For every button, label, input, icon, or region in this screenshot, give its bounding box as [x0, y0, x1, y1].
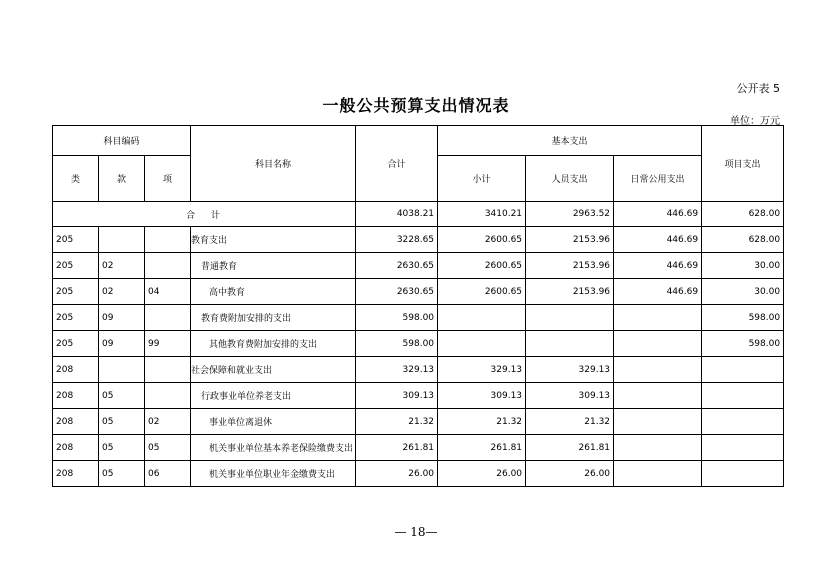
- xiang-cell: [145, 383, 191, 409]
- subtotal-cell: 3410.21: [438, 202, 526, 227]
- kuan-cell: 02: [99, 253, 145, 279]
- daily-cell: 446.69: [614, 279, 702, 305]
- lei-cell: 208: [53, 409, 99, 435]
- table-row: [53, 357, 784, 383]
- daily-cell: [614, 461, 702, 487]
- subtotal-cell: 26.00: [438, 461, 526, 487]
- kuan-cell: 09: [99, 331, 145, 357]
- subtotal-cell: 329.13: [438, 357, 526, 383]
- lei-cell: 208: [53, 435, 99, 461]
- subject-name-cell: 教育支出: [191, 227, 356, 253]
- kuan-cell: 05: [99, 409, 145, 435]
- xiang-cell: 02: [145, 409, 191, 435]
- total-cell: 261.81: [356, 435, 438, 461]
- header-basic: 基本支出: [438, 126, 702, 156]
- subject-name-cell: 社会保障和就业支出: [191, 357, 356, 383]
- project-cell: [702, 461, 784, 487]
- subject-name-cell: 事业单位离退休: [191, 409, 356, 435]
- total-cell: 329.13: [356, 357, 438, 383]
- table-row: [53, 409, 784, 435]
- table-row: [53, 435, 784, 461]
- table-row: [53, 331, 784, 357]
- table-body: [53, 202, 784, 487]
- daily-cell: [614, 331, 702, 357]
- project-cell: 628.00: [702, 227, 784, 253]
- project-cell: [702, 435, 784, 461]
- personnel-cell: 261.81: [526, 435, 614, 461]
- total-cell: 598.00: [356, 331, 438, 357]
- header-personnel: 人员支出: [526, 156, 614, 202]
- subtotal-cell: 2600.65: [438, 279, 526, 305]
- project-cell: 598.00: [702, 331, 784, 357]
- budget-table: [52, 125, 784, 487]
- lei-cell: 208: [53, 383, 99, 409]
- total-cell: 26.00: [356, 461, 438, 487]
- table-tag: 公开表 5: [736, 82, 780, 95]
- personnel-cell: [526, 331, 614, 357]
- project-cell: 628.00: [702, 202, 784, 227]
- project-cell: [702, 357, 784, 383]
- kuan-cell: 05: [99, 435, 145, 461]
- personnel-cell: [526, 305, 614, 331]
- header-total: 合计: [356, 126, 438, 202]
- total-label: [53, 202, 356, 227]
- total-row: [53, 202, 784, 227]
- daily-cell: [614, 305, 702, 331]
- table-row: [53, 305, 784, 331]
- subject-name-cell: 其他教育费附加安排的支出: [191, 331, 356, 357]
- xiang-cell: [145, 357, 191, 383]
- subtotal-cell: 2600.65: [438, 227, 526, 253]
- kuan-cell: [99, 227, 145, 253]
- personnel-cell: 2153.96: [526, 227, 614, 253]
- daily-cell: [614, 435, 702, 461]
- lei-cell: 205: [53, 305, 99, 331]
- total-cell: 4038.21: [356, 202, 438, 227]
- xiang-cell: 99: [145, 331, 191, 357]
- xiang-cell: [145, 305, 191, 331]
- lei-cell: 205: [53, 279, 99, 305]
- header-kuan: 款: [99, 156, 145, 202]
- total-label-b: 计: [211, 210, 223, 221]
- total-cell: 309.13: [356, 383, 438, 409]
- total-cell: 3228.65: [356, 227, 438, 253]
- subject-name-cell: 机关事业单位基本养老保险缴费支出: [191, 435, 356, 461]
- table-row: [53, 279, 784, 305]
- kuan-cell: 09: [99, 305, 145, 331]
- header-subject-name: 科目名称: [191, 126, 356, 202]
- personnel-cell: 26.00: [526, 461, 614, 487]
- subtotal-cell: 21.32: [438, 409, 526, 435]
- project-cell: [702, 409, 784, 435]
- daily-cell: 446.69: [614, 253, 702, 279]
- subject-name-cell: 普通教育: [191, 253, 356, 279]
- subject-name-cell: 机关事业单位职业年金缴费支出: [191, 461, 356, 487]
- subtotal-cell: 309.13: [438, 383, 526, 409]
- personnel-cell: 329.13: [526, 357, 614, 383]
- subtotal-cell: [438, 331, 526, 357]
- lei-cell: 205: [53, 331, 99, 357]
- total-cell: 21.32: [356, 409, 438, 435]
- table-row: [53, 227, 784, 253]
- total-label-a: 合: [186, 210, 198, 221]
- table-row: [53, 253, 784, 279]
- subtotal-cell: 261.81: [438, 435, 526, 461]
- subject-name-cell: 行政事业单位养老支出: [191, 383, 356, 409]
- project-cell: 30.00: [702, 253, 784, 279]
- xiang-cell: [145, 227, 191, 253]
- header-subtotal: 小计: [438, 156, 526, 202]
- xiang-cell: [145, 253, 191, 279]
- daily-cell: 446.69: [614, 202, 702, 227]
- personnel-cell: 2153.96: [526, 279, 614, 305]
- header-xiang: 项: [145, 156, 191, 202]
- table-row: [53, 383, 784, 409]
- lei-cell: 208: [53, 357, 99, 383]
- kuan-cell: 02: [99, 279, 145, 305]
- header-subject-code: 科目编码: [53, 126, 191, 156]
- project-cell: 30.00: [702, 279, 784, 305]
- daily-cell: [614, 357, 702, 383]
- personnel-cell: 2963.52: [526, 202, 614, 227]
- lei-cell: 205: [53, 253, 99, 279]
- daily-cell: [614, 383, 702, 409]
- table-row: [53, 461, 784, 487]
- header-lei: 类: [53, 156, 99, 202]
- unit-label: 单位：万元: [730, 116, 780, 127]
- xiang-cell: 05: [145, 435, 191, 461]
- personnel-cell: 2153.96: [526, 253, 614, 279]
- kuan-cell: [99, 357, 145, 383]
- project-cell: 598.00: [702, 305, 784, 331]
- subtotal-cell: 2600.65: [438, 253, 526, 279]
- lei-cell: 208: [53, 461, 99, 487]
- daily-cell: [614, 409, 702, 435]
- personnel-cell: 21.32: [526, 409, 614, 435]
- header-daily: 日常公用支出: [614, 156, 702, 202]
- xiang-cell: 04: [145, 279, 191, 305]
- xiang-cell: 06: [145, 461, 191, 487]
- header-project: 项目支出: [702, 126, 784, 202]
- kuan-cell: 05: [99, 461, 145, 487]
- project-cell: [702, 383, 784, 409]
- total-cell: 2630.65: [356, 253, 438, 279]
- subject-name-cell: 教育费附加安排的支出: [191, 305, 356, 331]
- total-cell: 598.00: [356, 305, 438, 331]
- total-cell: 2630.65: [356, 279, 438, 305]
- subtotal-cell: [438, 305, 526, 331]
- subject-name-cell: 高中教育: [191, 279, 356, 305]
- page-number: — 18—: [394, 525, 438, 539]
- lei-cell: 205: [53, 227, 99, 253]
- kuan-cell: 05: [99, 383, 145, 409]
- page-title: 一般公共预算支出情况表: [322, 96, 510, 115]
- daily-cell: 446.69: [614, 227, 702, 253]
- personnel-cell: 309.13: [526, 383, 614, 409]
